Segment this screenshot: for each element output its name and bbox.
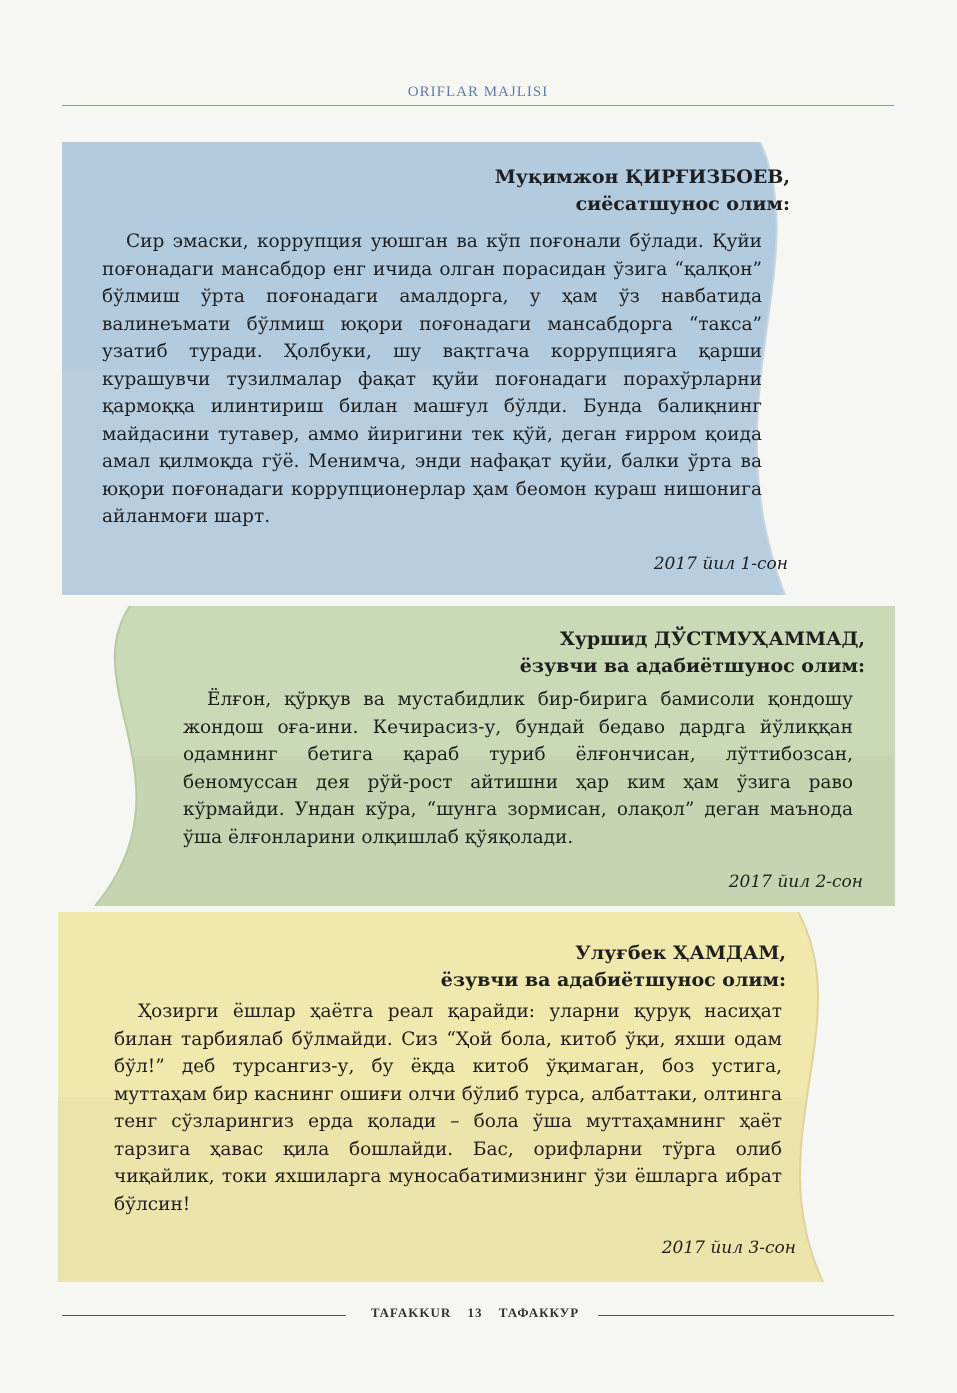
quote-paragraph: Ёлғон, қўрқув ва мустабидлик бир-бирига бамисоли қондошу жондош оға-ини. Кечирасиз-у, бундай бедаво дардга йўлиққан одамнинг бетига қараб туриб ёлғончисан, лўттибозсан, беномуссан дея рўй-рост айтишни ҳар ким ҳам ўзига раво кўрмайди. Ундан кўра, “шунга зормисан, олақол” деган маънода ўша ёлғонларини олқишлаб қўяқолади. <box>183 689 853 848</box>
quote-panel-3 <box>58 912 848 1282</box>
quote-paragraph: Ҳозирги ёшлар ҳаётга реал қарайди: уларни қуруқ насиҳат билан тарбиялаб бўлмайди. Сиз “Ҳой бола, китоб ўқи, яхши одам бўл!” деб турсангиз-у, бу ёқда китоб ўқимаган, боз устига, муттаҳам бир каснинг ошиғи олчи бўлиб турса, албаттаки, олтинга тенг сўзларингиз ерда қолади – бола ўша муттаҳамнинг ҳаёт тарзига ҳавас қила бошлайди. Бас, орифларни тўрга олиб чиқайлик, токи яхшиларга муносабатимизнинг ўзи ёшларга ибрат бўлсин! <box>114 1001 782 1215</box>
footer-rule-left <box>62 1315 346 1316</box>
source-citation: 2017 йил 3-сон <box>661 1238 796 1258</box>
author-name: Улуғбек ҲАМДАМ, <box>575 942 786 964</box>
author-name: Хуршид ДЎСТМУҲАММАД, <box>560 628 865 650</box>
quote-text <box>114 998 782 1218</box>
author-name: Муқимжон ҚИРҒИЗБОЕВ, <box>494 166 790 188</box>
author-block <box>365 626 865 680</box>
page-number: 13 <box>467 1305 483 1320</box>
page-curl-left <box>75 606 185 906</box>
author-role: ёзувчи ва адабиётшунос олим: <box>440 969 786 991</box>
footer-journal-cyrillic: ТАФАККУР <box>498 1305 580 1320</box>
quote-paragraph: Сир эмаски, коррупция уюшган ва кўп поғонали бўлади. Қуйи поғонадаги мансабдор енг ичида олган порасидан ўзига “қалқон” бўлмиш ўрта поғонадаги амалдорга, у ҳам ўз навбатида валинеъмати бўлмиш юқори поғонадаги мансабдорга “такса” узатиб туради. Ҳолбуки, шу вақтгача коррупцияга қарши курашувчи тузилмалар фақат қуйи поғонадаги порахўрларни қармоққа илинтириш билан машғул бўлди. Бунда балиқнинг майдасини тутавер, аммо йиригини тек қўй, деган ғирром қоида амал қилмоқда гўё. Менимча, энди нафақат қуйи, балки ўрта ва юқори поғонадаги коррупционерлар ҳам беомон кураш нишонига айланмоғи шарт. <box>102 231 762 527</box>
running-header: ORIFLAR MAJLISI <box>407 84 549 100</box>
footer-rule-right <box>598 1315 894 1316</box>
source-citation: 2017 йил 2-сон <box>728 872 863 892</box>
quote-text <box>102 228 762 531</box>
footer-text <box>362 1305 588 1321</box>
quote-panel-2 <box>75 606 895 906</box>
page-footer <box>62 1305 894 1325</box>
author-role: сиёсатшунос олим: <box>575 193 790 215</box>
header-rule <box>62 105 894 106</box>
author-role: ёзувчи ва адабиётшунос олим: <box>519 655 865 677</box>
author-block <box>286 940 786 994</box>
quote-panel-1 <box>62 142 810 595</box>
source-citation: 2017 йил 1-сон <box>653 554 788 574</box>
footer-journal-latin: TAFAKKUR <box>370 1305 452 1320</box>
author-block <box>290 164 790 218</box>
quote-text <box>183 686 853 851</box>
